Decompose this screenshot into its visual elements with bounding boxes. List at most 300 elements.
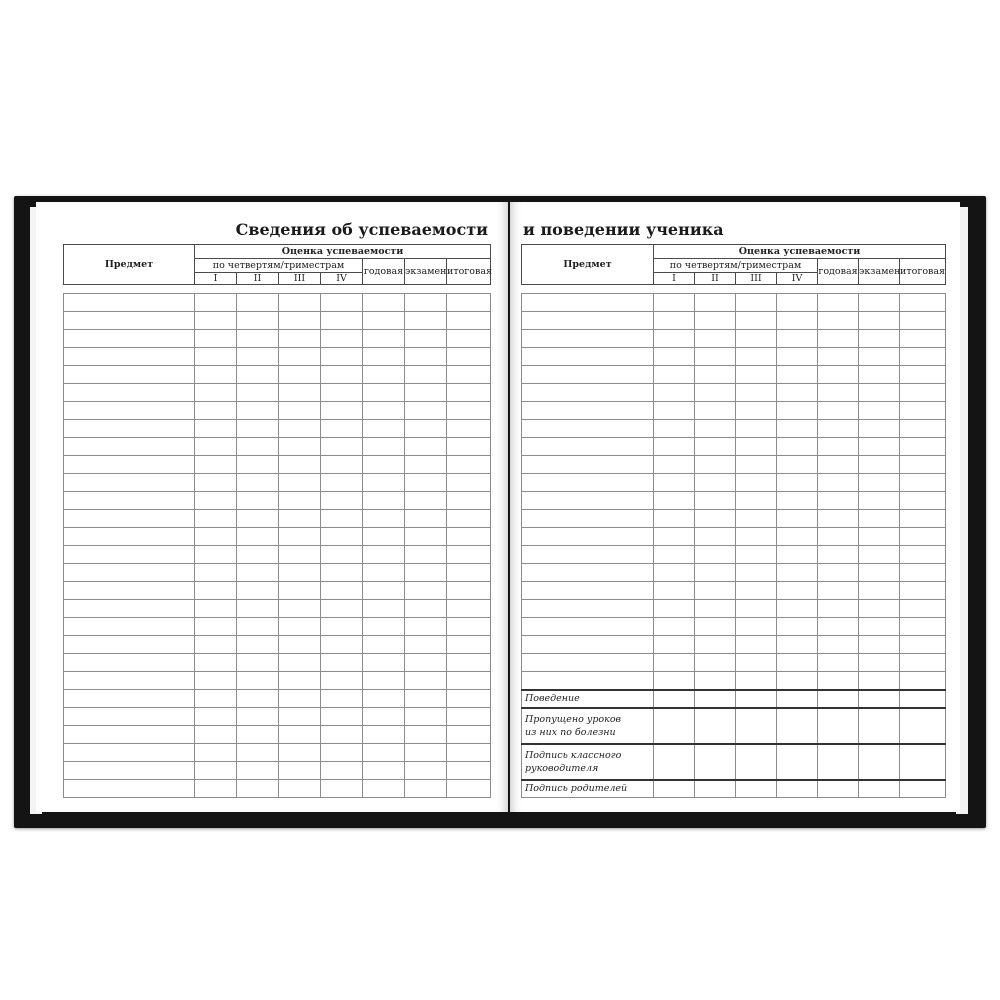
grade-cell <box>900 474 946 492</box>
grade-cell <box>237 600 279 618</box>
grade-cell <box>321 366 363 384</box>
grade-cell <box>237 456 279 474</box>
grade-cell <box>654 546 695 564</box>
behavior-row <box>522 690 946 708</box>
grade-cell <box>279 402 321 420</box>
grade-cell <box>777 672 818 690</box>
subject-cell <box>64 564 195 582</box>
grade-row <box>64 384 491 402</box>
grade-cell <box>818 474 859 492</box>
grade-cell <box>195 654 237 672</box>
grade-cell <box>654 744 695 780</box>
grade-cell <box>279 618 321 636</box>
grade-row <box>64 564 491 582</box>
grade-cell <box>447 402 491 420</box>
grade-cell <box>195 600 237 618</box>
grade-cell <box>321 546 363 564</box>
grade-cell <box>736 636 777 654</box>
grade-cell <box>405 528 447 546</box>
grade-cell <box>321 744 363 762</box>
grade-cell <box>900 366 946 384</box>
grade-cell <box>900 780 946 798</box>
quarter-4-header: IV <box>777 273 818 285</box>
grade-cell <box>736 384 777 402</box>
grade-cell <box>321 420 363 438</box>
grade-cell <box>654 528 695 546</box>
grade-cell <box>900 330 946 348</box>
grade-cell <box>654 420 695 438</box>
grade-cell <box>405 546 447 564</box>
grade-cell <box>363 726 405 744</box>
grade-row <box>64 312 491 330</box>
grade-cell <box>447 636 491 654</box>
grade-cell <box>859 600 900 618</box>
grade-cell <box>818 438 859 456</box>
final-header: итоговая <box>900 259 946 285</box>
grade-cell <box>818 456 859 474</box>
grade-cell <box>818 546 859 564</box>
grade-cell <box>777 420 818 438</box>
grade-cell <box>237 402 279 420</box>
grade-row <box>522 492 946 510</box>
grade-cell <box>321 636 363 654</box>
quarter-2-header: II <box>695 273 736 285</box>
grade-cell <box>405 402 447 420</box>
grade-cell <box>447 330 491 348</box>
quarter-1-header: I <box>195 273 237 285</box>
gap-cell <box>777 285 818 294</box>
grade-cell <box>695 456 736 474</box>
grade-cell <box>777 564 818 582</box>
grade-row <box>64 438 491 456</box>
grade-cell <box>900 582 946 600</box>
grade-cell <box>405 582 447 600</box>
grade-cell <box>695 312 736 330</box>
grade-cell <box>900 438 946 456</box>
grade-cell <box>195 690 237 708</box>
grade-cell <box>321 348 363 366</box>
grade-cell <box>777 438 818 456</box>
grade-cell <box>900 600 946 618</box>
grade-cell <box>237 762 279 780</box>
grade-cell <box>447 618 491 636</box>
grade-cell <box>363 294 405 312</box>
grade-cell <box>859 528 900 546</box>
grade-cell <box>363 384 405 402</box>
grade-cell <box>321 474 363 492</box>
subject-cell <box>522 312 654 330</box>
subject-cell <box>64 690 195 708</box>
subject-cell <box>64 744 195 762</box>
grade-cell <box>405 510 447 528</box>
grade-cell <box>736 474 777 492</box>
subject-cell <box>522 420 654 438</box>
grade-cell <box>900 654 946 672</box>
grade-cell <box>695 384 736 402</box>
grade-cell <box>363 690 405 708</box>
subject-cell <box>522 672 654 690</box>
grade-cell <box>818 672 859 690</box>
grade-cell <box>237 510 279 528</box>
grade-cell <box>363 438 405 456</box>
grade-cell <box>695 636 736 654</box>
right-table-header <box>522 245 946 285</box>
behavior-row-label-line: руководителя <box>525 762 599 774</box>
grade-cell <box>818 690 859 708</box>
grade-cell <box>695 600 736 618</box>
grade-cell <box>447 744 491 762</box>
grade-cell <box>695 294 736 312</box>
subject-cell <box>522 528 654 546</box>
grade-cell <box>900 294 946 312</box>
subject-cell <box>64 546 195 564</box>
grade-cell <box>777 330 818 348</box>
grade-cell <box>818 510 859 528</box>
grade-cell <box>279 384 321 402</box>
grade-cell <box>818 312 859 330</box>
grade-row <box>64 510 491 528</box>
grade-cell <box>279 582 321 600</box>
grade-row <box>64 636 491 654</box>
subject-cell <box>64 402 195 420</box>
performance-header: Оценка успеваемости <box>195 245 491 259</box>
grade-cell <box>695 672 736 690</box>
grade-cell <box>818 636 859 654</box>
grade-cell <box>195 546 237 564</box>
grade-cell <box>859 690 900 708</box>
subject-cell <box>64 348 195 366</box>
grade-cell <box>777 654 818 672</box>
grade-cell <box>237 582 279 600</box>
grade-cell <box>195 384 237 402</box>
grade-cell <box>321 708 363 726</box>
grade-cell <box>237 492 279 510</box>
subject-cell <box>64 510 195 528</box>
gap-cell <box>522 285 654 294</box>
grade-cell <box>695 474 736 492</box>
grade-cell <box>237 672 279 690</box>
grade-row <box>64 366 491 384</box>
grade-row <box>64 420 491 438</box>
gap-cell <box>405 285 447 294</box>
grade-cell <box>363 474 405 492</box>
subject-cell <box>522 474 654 492</box>
grade-cell <box>321 600 363 618</box>
gap-cell <box>736 285 777 294</box>
grade-cell <box>195 528 237 546</box>
grade-cell <box>279 780 321 798</box>
behavior-row <box>522 780 946 798</box>
behavior-row-label-line: Пропущено уроков <box>525 713 622 725</box>
grade-cell <box>859 510 900 528</box>
grade-cell <box>777 528 818 546</box>
grade-cell <box>736 690 777 708</box>
subject-cell <box>64 654 195 672</box>
grade-cell <box>195 402 237 420</box>
grade-cell <box>237 528 279 546</box>
grade-cell <box>736 672 777 690</box>
grade-cell <box>405 618 447 636</box>
subject-cell <box>64 708 195 726</box>
grade-cell <box>237 366 279 384</box>
grade-cell <box>818 654 859 672</box>
behavior-row-label-line: Поведение <box>525 693 580 704</box>
left-grade-table <box>63 244 491 798</box>
grade-cell <box>279 366 321 384</box>
grade-cell <box>695 420 736 438</box>
grade-cell <box>777 708 818 744</box>
exam-header: экзамен <box>859 259 900 285</box>
grade-cell <box>321 528 363 546</box>
subject-cell <box>64 456 195 474</box>
subject-cell <box>522 402 654 420</box>
grade-cell <box>777 744 818 780</box>
right-grade-table <box>521 244 946 798</box>
right-page-heading: и поведении ученика <box>523 220 724 239</box>
grade-cell <box>654 618 695 636</box>
grade-cell <box>900 402 946 420</box>
quarter-3-header: III <box>279 273 321 285</box>
grade-cell <box>695 780 736 798</box>
grade-cell <box>859 420 900 438</box>
gap-cell <box>237 285 279 294</box>
grade-cell <box>900 312 946 330</box>
grade-cell <box>363 672 405 690</box>
grade-cell <box>195 366 237 384</box>
grade-cell <box>447 726 491 744</box>
grade-cell <box>777 348 818 366</box>
grade-cell <box>447 708 491 726</box>
gap-cell <box>447 285 491 294</box>
subject-cell <box>522 510 654 528</box>
grade-cell <box>363 636 405 654</box>
grade-cell <box>900 618 946 636</box>
grade-cell <box>654 366 695 384</box>
grade-cell <box>321 294 363 312</box>
grade-cell <box>195 348 237 366</box>
grade-row <box>64 294 491 312</box>
grade-cell <box>859 672 900 690</box>
grade-cell <box>654 474 695 492</box>
subject-cell <box>522 294 654 312</box>
grade-cell <box>736 744 777 780</box>
grade-cell <box>900 636 946 654</box>
left-table-header <box>64 245 491 285</box>
subject-cell <box>64 636 195 654</box>
grade-cell <box>447 546 491 564</box>
grade-cell <box>736 492 777 510</box>
grade-cell <box>900 564 946 582</box>
grade-cell <box>321 582 363 600</box>
grade-cell <box>654 312 695 330</box>
grade-cell <box>447 474 491 492</box>
subject-column-header: Предмет <box>64 245 195 285</box>
grade-cell <box>900 528 946 546</box>
grade-cell <box>321 690 363 708</box>
grade-cell <box>405 564 447 582</box>
annual-header: годовая <box>818 259 859 285</box>
grade-cell <box>363 546 405 564</box>
grade-cell <box>777 384 818 402</box>
grade-cell <box>859 582 900 600</box>
grade-cell <box>859 654 900 672</box>
grade-cell <box>818 384 859 402</box>
annual-header: годовая <box>363 259 405 285</box>
grade-row <box>64 762 491 780</box>
grade-cell <box>654 384 695 402</box>
grade-cell <box>736 618 777 636</box>
subject-cell <box>64 294 195 312</box>
grade-cell <box>777 600 818 618</box>
grade-cell <box>859 546 900 564</box>
behavior-row-label-line: из них по болезни <box>525 726 616 738</box>
grade-cell <box>363 780 405 798</box>
grade-cell <box>195 456 237 474</box>
behavior-row-label <box>522 708 654 744</box>
grade-cell <box>363 510 405 528</box>
performance-header: Оценка успеваемости <box>654 245 946 259</box>
grade-cell <box>777 312 818 330</box>
subject-cell <box>522 564 654 582</box>
grade-cell <box>859 618 900 636</box>
grade-cell <box>447 420 491 438</box>
grade-cell <box>237 348 279 366</box>
grade-cell <box>777 636 818 654</box>
grade-cell <box>654 672 695 690</box>
grade-cell <box>695 510 736 528</box>
grade-cell <box>859 492 900 510</box>
grade-cell <box>736 582 777 600</box>
grade-cell <box>321 384 363 402</box>
grade-cell <box>279 510 321 528</box>
behavior-row-label-line: Подпись родителей <box>525 783 628 795</box>
grade-cell <box>405 420 447 438</box>
grade-cell <box>736 456 777 474</box>
grade-cell <box>900 348 946 366</box>
grade-cell <box>777 582 818 600</box>
grade-cell <box>818 528 859 546</box>
subject-cell <box>64 582 195 600</box>
grade-row <box>522 420 946 438</box>
grade-cell <box>695 348 736 366</box>
grade-cell <box>279 528 321 546</box>
grade-cell <box>900 456 946 474</box>
grade-cell <box>654 438 695 456</box>
grade-cell <box>818 402 859 420</box>
grade-cell <box>237 780 279 798</box>
grade-cell <box>777 780 818 798</box>
grade-row <box>522 384 946 402</box>
grade-cell <box>405 654 447 672</box>
grade-row <box>522 636 946 654</box>
grade-cell <box>695 744 736 780</box>
grade-cell <box>654 636 695 654</box>
grade-cell <box>237 726 279 744</box>
subject-cell <box>64 780 195 798</box>
gap-cell <box>818 285 859 294</box>
gap-cell <box>695 285 736 294</box>
grade-cell <box>279 456 321 474</box>
grade-cell <box>405 690 447 708</box>
grade-cell <box>195 492 237 510</box>
grade-row <box>522 672 946 690</box>
grade-cell <box>736 366 777 384</box>
grade-cell <box>405 366 447 384</box>
grade-cell <box>237 312 279 330</box>
grade-row <box>522 312 946 330</box>
grade-cell <box>279 330 321 348</box>
grade-row <box>64 600 491 618</box>
gap-cell <box>279 285 321 294</box>
grade-cell <box>363 618 405 636</box>
grade-row <box>522 348 946 366</box>
grade-cell <box>736 510 777 528</box>
grade-cell <box>736 348 777 366</box>
grade-row <box>64 492 491 510</box>
grade-cell <box>859 780 900 798</box>
grade-cell <box>363 366 405 384</box>
grade-cell <box>859 474 900 492</box>
subject-cell <box>64 528 195 546</box>
grade-cell <box>859 744 900 780</box>
grade-cell <box>363 564 405 582</box>
grade-cell <box>405 708 447 726</box>
grade-cell <box>777 366 818 384</box>
grade-cell <box>447 492 491 510</box>
grade-cell <box>279 744 321 762</box>
grade-cell <box>279 420 321 438</box>
grade-cell <box>363 492 405 510</box>
grade-cell <box>447 600 491 618</box>
left-page-heading: Сведения об успеваемости <box>235 220 488 239</box>
grade-row <box>64 618 491 636</box>
grade-row <box>64 330 491 348</box>
grade-cell <box>777 474 818 492</box>
grade-cell <box>695 690 736 708</box>
subject-cell <box>522 618 654 636</box>
grade-cell <box>195 672 237 690</box>
grade-cell <box>447 456 491 474</box>
grade-cell <box>777 294 818 312</box>
quarters-header: по четвертям/триместрам <box>654 259 818 273</box>
grade-cell <box>859 330 900 348</box>
gap-cell <box>859 285 900 294</box>
grade-cell <box>695 564 736 582</box>
subject-cell <box>522 546 654 564</box>
grade-row <box>64 654 491 672</box>
grade-row <box>64 708 491 726</box>
grade-cell <box>654 456 695 474</box>
grade-cell <box>859 384 900 402</box>
grade-row <box>522 618 946 636</box>
grade-cell <box>654 600 695 618</box>
grade-cell <box>818 492 859 510</box>
grade-cell <box>321 438 363 456</box>
grade-cell <box>859 438 900 456</box>
subject-cell <box>64 492 195 510</box>
grade-row <box>522 438 946 456</box>
right-table-body <box>522 285 946 798</box>
grade-cell <box>405 384 447 402</box>
grade-cell <box>859 564 900 582</box>
grade-cell <box>237 744 279 762</box>
grade-cell <box>654 294 695 312</box>
quarters-header: по четвертям/триместрам <box>195 259 363 273</box>
grade-cell <box>447 690 491 708</box>
grade-cell <box>237 564 279 582</box>
grade-cell <box>321 618 363 636</box>
grade-cell <box>859 636 900 654</box>
